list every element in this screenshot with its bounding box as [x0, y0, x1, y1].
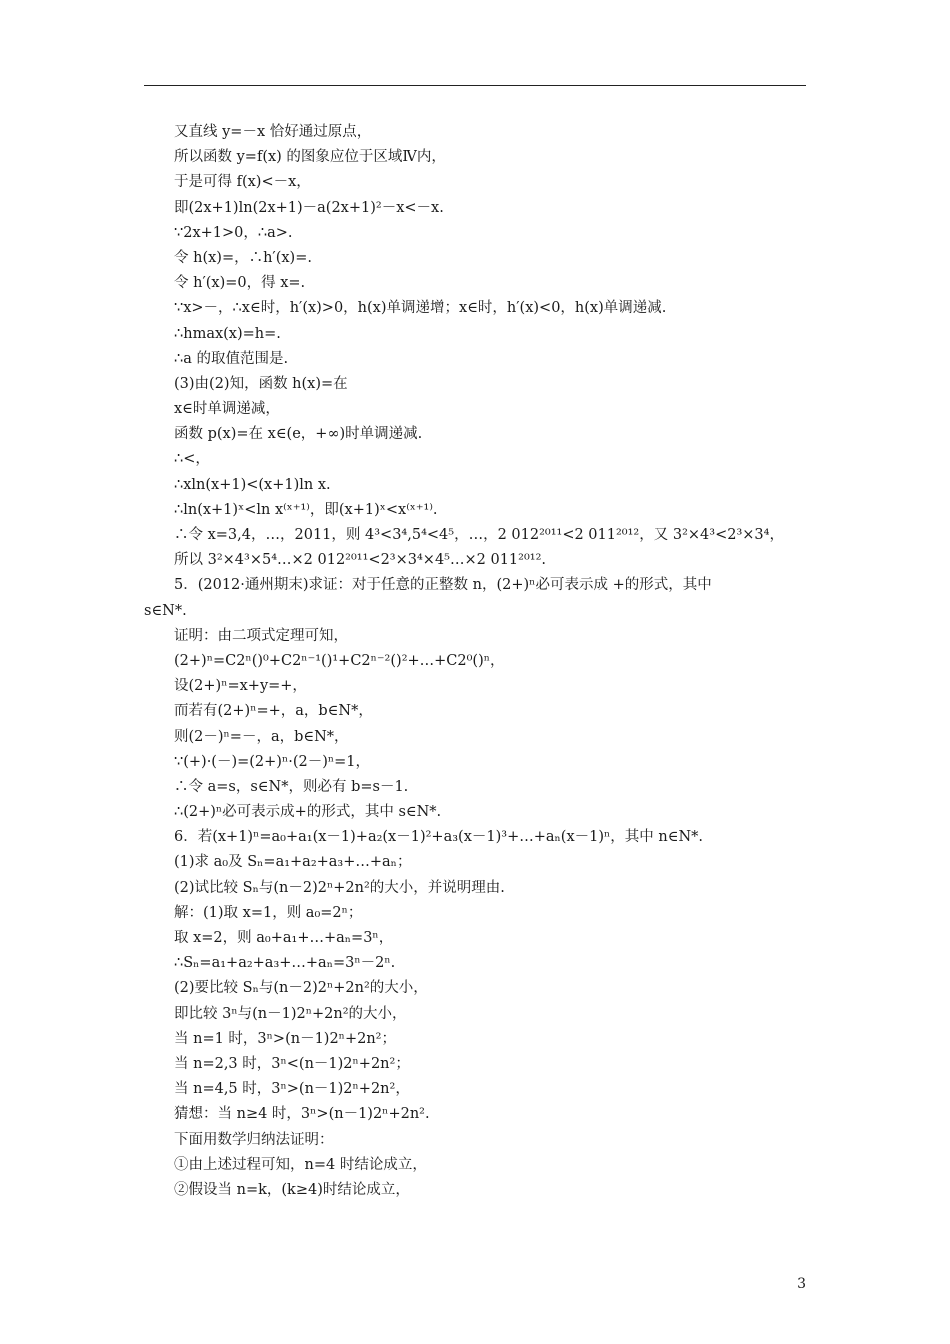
header-rule	[144, 85, 806, 86]
text-line: 于是可得 f(x)<－x，	[174, 174, 311, 191]
text-line: 猜想：当 n≥4 时，3ⁿ>(n－1)2ⁿ+2n².	[174, 1106, 430, 1123]
text-line: x∈时单调递减，	[174, 401, 280, 418]
text-line: (2)要比较 Sₙ与(n－2)2ⁿ+2n²的大小，	[174, 980, 428, 997]
text-line: 当 n=2,3 时，3ⁿ<(n－1)2ⁿ+2n²；	[174, 1055, 410, 1072]
text-line: ∵(+)·(－)=(2+)ⁿ·(2－)ⁿ=1，	[174, 753, 371, 770]
text-line: 即比较 3ⁿ与(n－1)2ⁿ+2n²的大小，	[174, 1005, 407, 1022]
text-line: ①由上述过程可知，n=4 时结论成立，	[174, 1156, 427, 1173]
text-line: ∴Sₙ=a₁+a₂+a₃+…+aₙ=3ⁿ－2ⁿ.	[174, 955, 396, 972]
document-body	[144, 120, 816, 1203]
text-line: 令 h′(x)=0，得 x=.	[174, 275, 306, 292]
text-line: ∴xln(x+1)<(x+1)ln x.	[174, 476, 331, 493]
text-line: 函数 p(x)=在 x∈(e，+∞)时单调递减.	[174, 426, 423, 443]
text-line: ②假设当 n=k，(k≥4)时结论成立，	[174, 1181, 410, 1198]
text-line: (1)求 a₀及 Sₙ=a₁+a₂+a₃+…+aₙ；	[174, 854, 412, 871]
text-line: s∈N*.	[144, 602, 187, 619]
text-line: 解：(1)取 x=1，则 a₀=2ⁿ；	[174, 904, 363, 921]
text-line: ∴ln(x+1)ˣ<ln x⁽ˣ⁺¹⁾，即(x+1)ˣ<x⁽ˣ⁺¹⁾.	[174, 501, 438, 518]
text-line: 令 h(x)=，∴h′(x)=.	[174, 249, 312, 266]
text-line: ∴(2+)ⁿ必可表示成+的形式，其中 s∈N*.	[174, 804, 442, 821]
text-line: 证明：由二项式定理可知，	[174, 627, 348, 644]
text-line: 下面用数学归纳法证明：	[174, 1131, 334, 1148]
text-line: 设(2+)ⁿ=x+y=+，	[174, 678, 307, 695]
text-line: ∵x>－，∴x∈时，h′(x)>0，h(x)单调递增；x∈时，h′(x)<0，h(x)单调递减.	[174, 300, 667, 317]
text-line: (3)由(2)知，函数 h(x)=在	[174, 375, 348, 392]
text-line: 5．(2012·通州期末)求证：对于任意的正整数 n，(2+)ⁿ必可表示成 +的形式，其中	[174, 577, 712, 594]
text-line: 则(2－)ⁿ=－，a，b∈N*，	[174, 728, 349, 745]
text-line: 即(2x+1)ln(2x+1)－a(2x+1)²－x<－x.	[174, 199, 444, 216]
text-line: ∴令 x=3,4，…，2011，则 4³<3⁴,5⁴<4⁵，…，2 012²⁰¹¹<2 011²⁰¹²，又 3²×4³<2³×3⁴，	[174, 527, 784, 543]
text-line: 当 n=4,5 时，3ⁿ>(n－1)2ⁿ+2n²，	[174, 1081, 410, 1098]
text-line: 所以 3²×4³×5⁴…×2 012²⁰¹¹<2³×3⁴×4⁵…×2 011²⁰¹².	[174, 552, 547, 569]
text-line: 6．若(x+1)ⁿ=a₀+a₁(x－1)+a₂(x－1)²+a₃(x－1)³+…+aₙ(x－1)ⁿ，其中 n∈N*.	[174, 829, 704, 846]
text-line: 当 n=1 时，3ⁿ>(n－1)2ⁿ+2n²；	[174, 1030, 396, 1047]
text-line: ∴令 a=s，s∈N*，则必有 b=s－1.	[174, 778, 409, 795]
text-line: ∴a 的取值范围是.	[174, 350, 289, 367]
page-number: 3	[797, 1276, 806, 1292]
text-line: 而若有(2+)ⁿ=+，a，b∈N*，	[174, 703, 373, 720]
text-line: 取 x=2，则 a₀+a₁+…+aₙ=3ⁿ，	[174, 930, 394, 946]
text-line: 又直线 y=－x 恰好通过原点，	[174, 124, 372, 140]
text-line: (2)试比较 Sₙ与(n－2)2ⁿ+2n²的大小，并说明理由.	[174, 879, 505, 896]
text-line: ∵2x+1>0，∴a>.	[174, 224, 293, 241]
text-line: 所以函数 y=f(x) 的图象应位于区域Ⅳ内，	[174, 149, 446, 166]
text-line: ∴hmax(x)=h=.	[174, 325, 281, 342]
text-line: (2+)ⁿ=C2ⁿ()⁰+C2ⁿ⁻¹()¹+C2ⁿ⁻²()²+…+C2⁰()ⁿ，	[174, 652, 505, 669]
text-line: ∴<，	[174, 451, 210, 468]
